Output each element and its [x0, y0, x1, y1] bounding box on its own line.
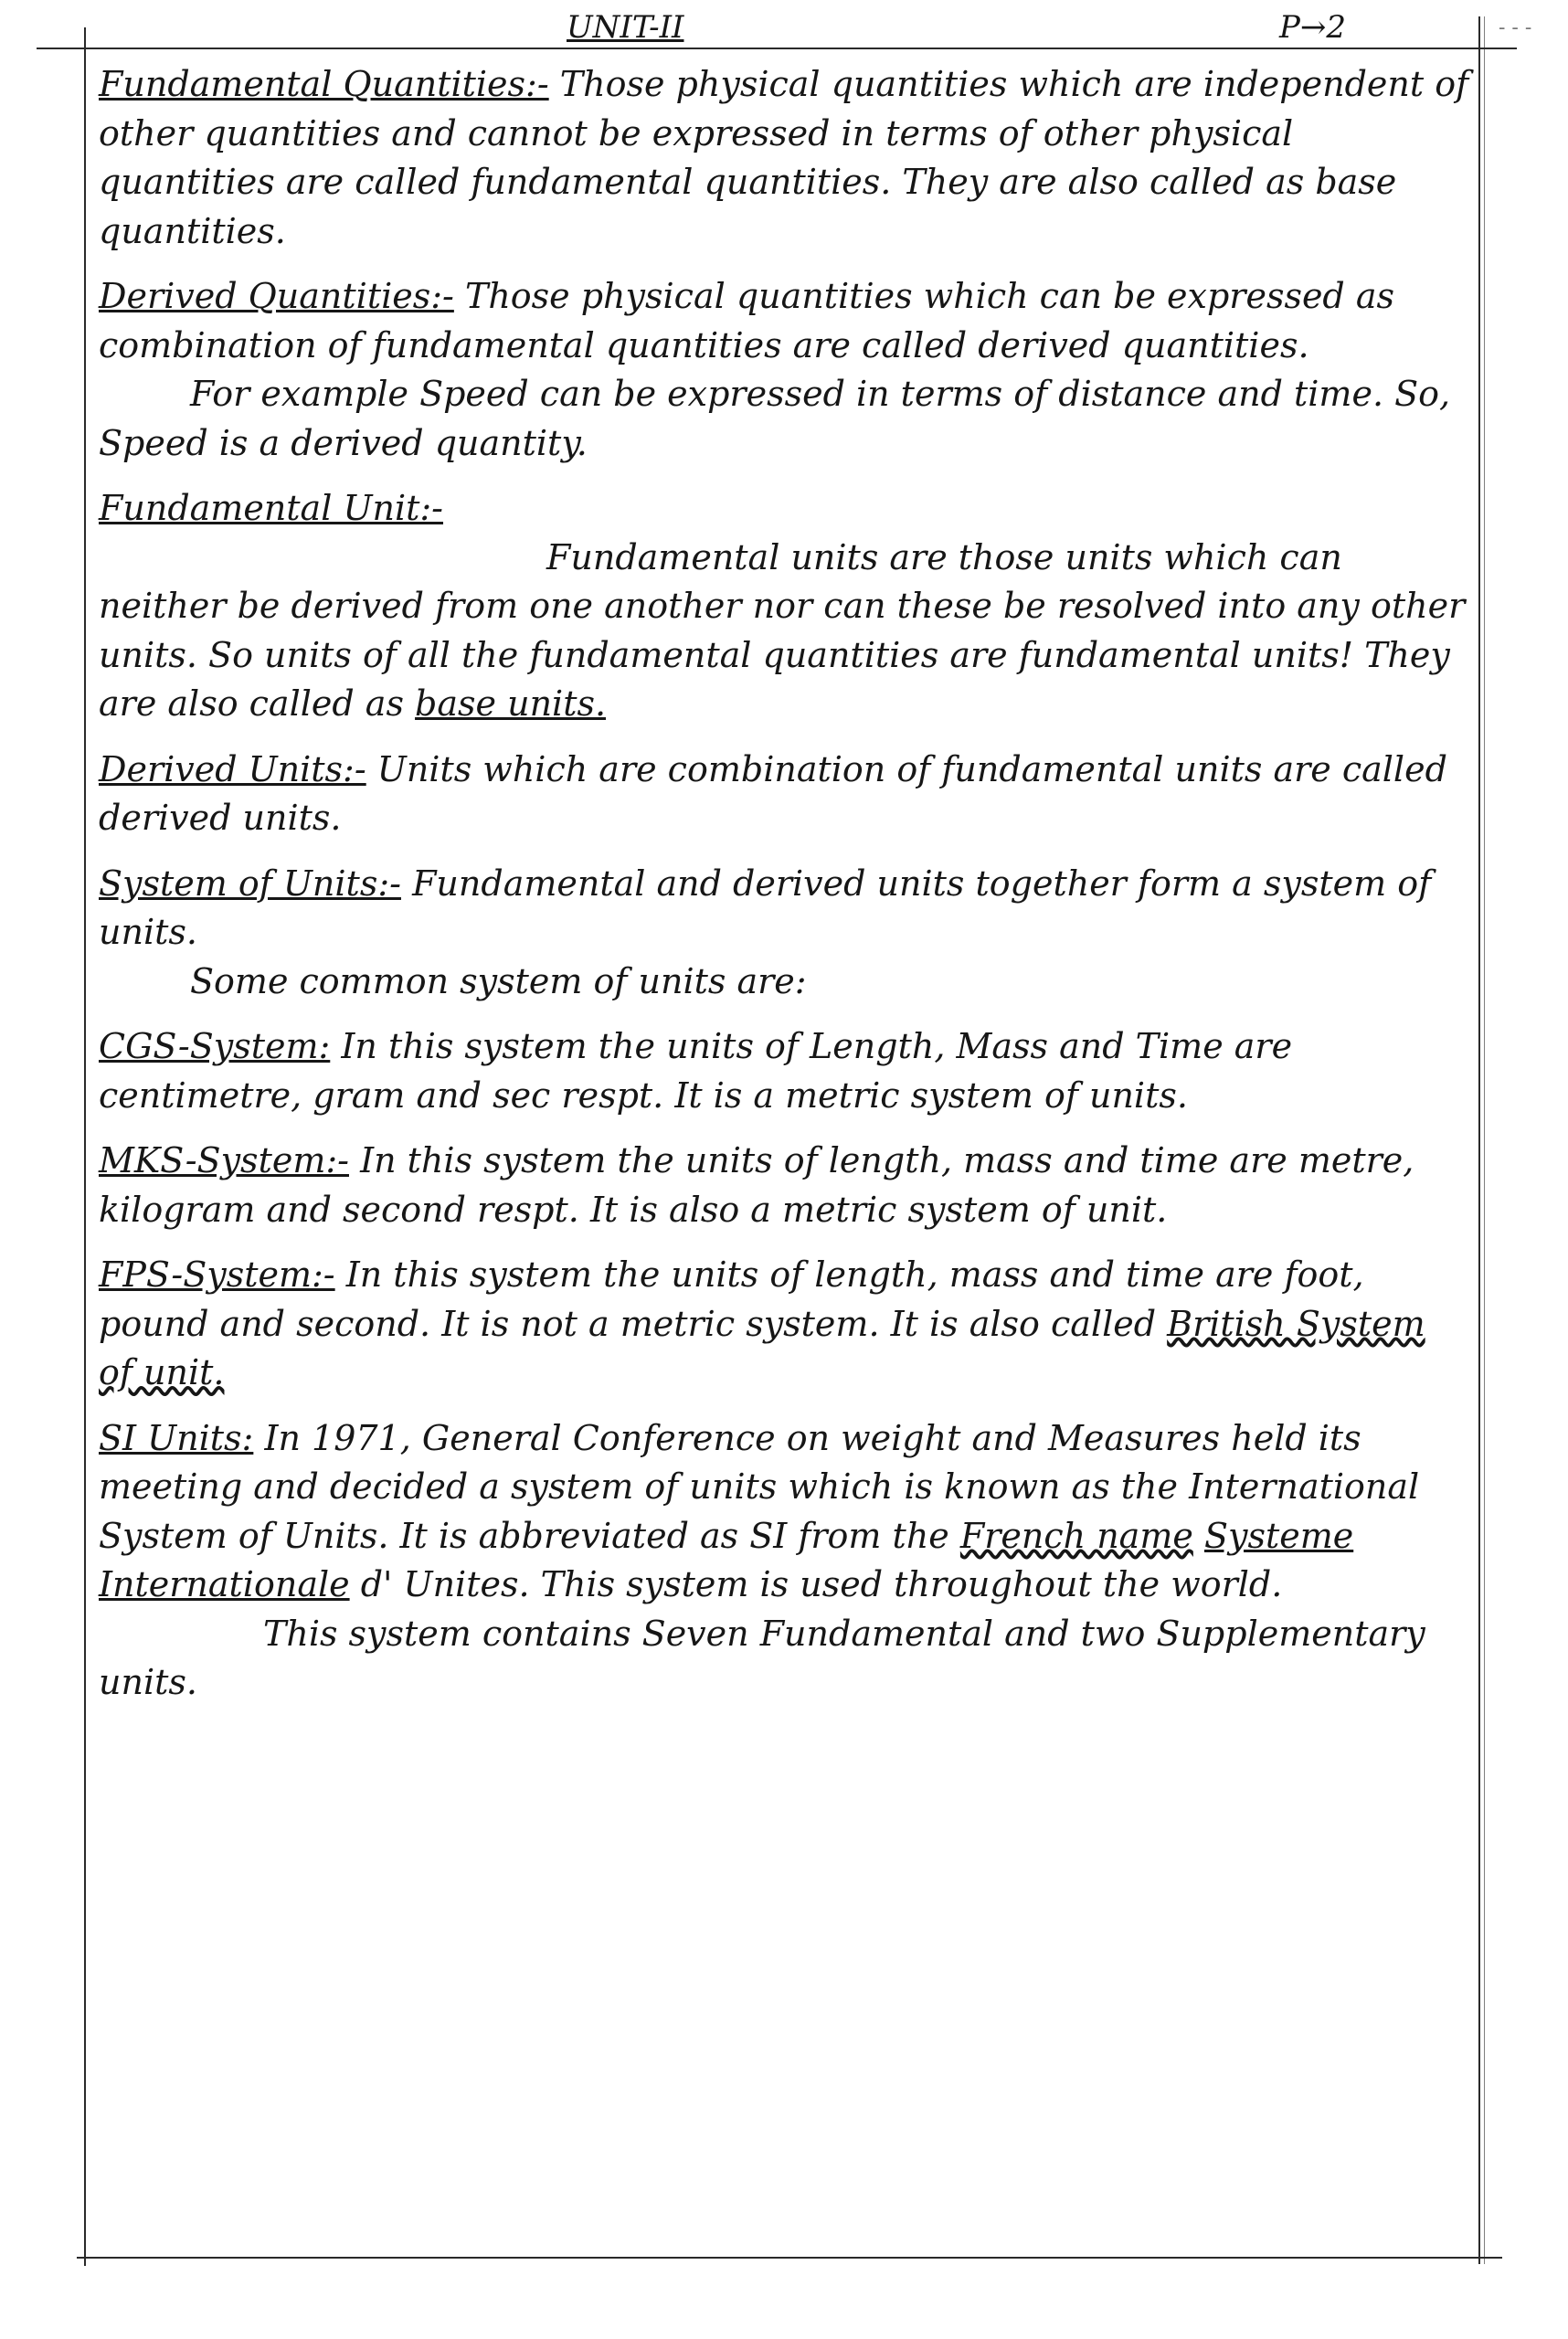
system-of-units-section — [99, 860, 1469, 1007]
system-of-units-heading: System of Units:- — [99, 863, 401, 904]
fundamental-unit-text: Fundamental units are those units which can neither be derived from one another nor can these be resolved into any other units. So units of all the fundamental quantities are fundamental units! They are also called as — [99, 536, 1466, 724]
derived-quantities-text: Those physical quantities which can be expressed as combination of fundamental quantities are called derived quantities. — [99, 276, 1394, 365]
fps-text: In this system the units of length, mass and time are foot, pound and second. It is not a metric system. It is also called — [99, 1254, 1364, 1344]
si-text-1: In 1971, General Conference on weight and Measures held its meeting and decided a system of units which is known as the International System of Units. It is abbreviated as SI from the — [99, 1417, 1420, 1556]
derived-units-heading: Derived Units:- — [99, 748, 366, 789]
bottom-rule — [77, 2257, 1502, 2259]
unit-label: UNIT-II — [567, 9, 684, 46]
right-margin-rule — [1478, 16, 1480, 2264]
cgs-text: In this system the units of Length, Mass and Time are centimetre, gram and sec respt. It is a metric system of units. — [99, 1026, 1293, 1116]
british-system-term: British System of unit. — [99, 1303, 1425, 1392]
fundamental-quantities-heading: Fundamental Quantities:- — [99, 64, 549, 104]
fundamental-quantities-text: Those physical quantities which are independent of other quantities and cannot be expressed in terms of other physical quantities are called fundamental quantities. They are also called as base quantities. — [99, 64, 1469, 251]
top-rule — [37, 48, 1517, 49]
base-units-term: base units. — [415, 683, 607, 724]
fundamental-unit-heading: Fundamental Unit:- — [99, 488, 444, 528]
fundamental-unit-section — [99, 484, 1469, 729]
french-name-term: French name — [959, 1515, 1193, 1556]
notes-content — [99, 60, 1469, 1724]
derived-quantities-example: For example Speed can be expressed in terms of distance and time. So, Speed is a derived quantity. — [99, 374, 1451, 463]
mks-section — [99, 1137, 1469, 1234]
si-text-2: d' Unites. This system is used throughout the world. — [360, 1564, 1283, 1604]
fps-heading: FPS-System:- — [99, 1254, 335, 1295]
derived-units-text: Units which are combination of fundamental units are called derived units. — [99, 748, 1447, 838]
si-section — [99, 1414, 1469, 1708]
derived-quantities-section — [99, 272, 1469, 468]
derived-units-section — [99, 746, 1469, 843]
right-margin-rule-inner — [1484, 16, 1485, 2264]
mks-text: In this system the units of length, mass and time are metre, kilogram and second respt. It is also a metric system of unit. — [99, 1140, 1414, 1230]
fundamental-quantities-section — [99, 60, 1469, 256]
dash-mark: - - - — [1499, 16, 1532, 39]
derived-quantities-heading: Derived Quantities:- — [99, 276, 454, 316]
left-margin-rule — [84, 27, 86, 2266]
cgs-heading: CGS-System: — [99, 1026, 331, 1066]
cgs-section — [99, 1022, 1469, 1120]
system-of-units-text: Fundamental and derived units together form a system of units. — [99, 863, 1432, 952]
page-number: P→2 — [1279, 9, 1346, 46]
systeme-internationale-term: Systeme Internationale — [99, 1515, 1354, 1604]
si-heading: SI Units: — [99, 1417, 254, 1458]
mks-heading: MKS-System:- — [99, 1140, 349, 1180]
si-contains-text: This system contains Seven Fundamental and two Supplementary units. — [99, 1613, 1425, 1702]
fps-section — [99, 1251, 1469, 1398]
system-of-units-intro: Some common system of units are: — [190, 960, 807, 1001]
